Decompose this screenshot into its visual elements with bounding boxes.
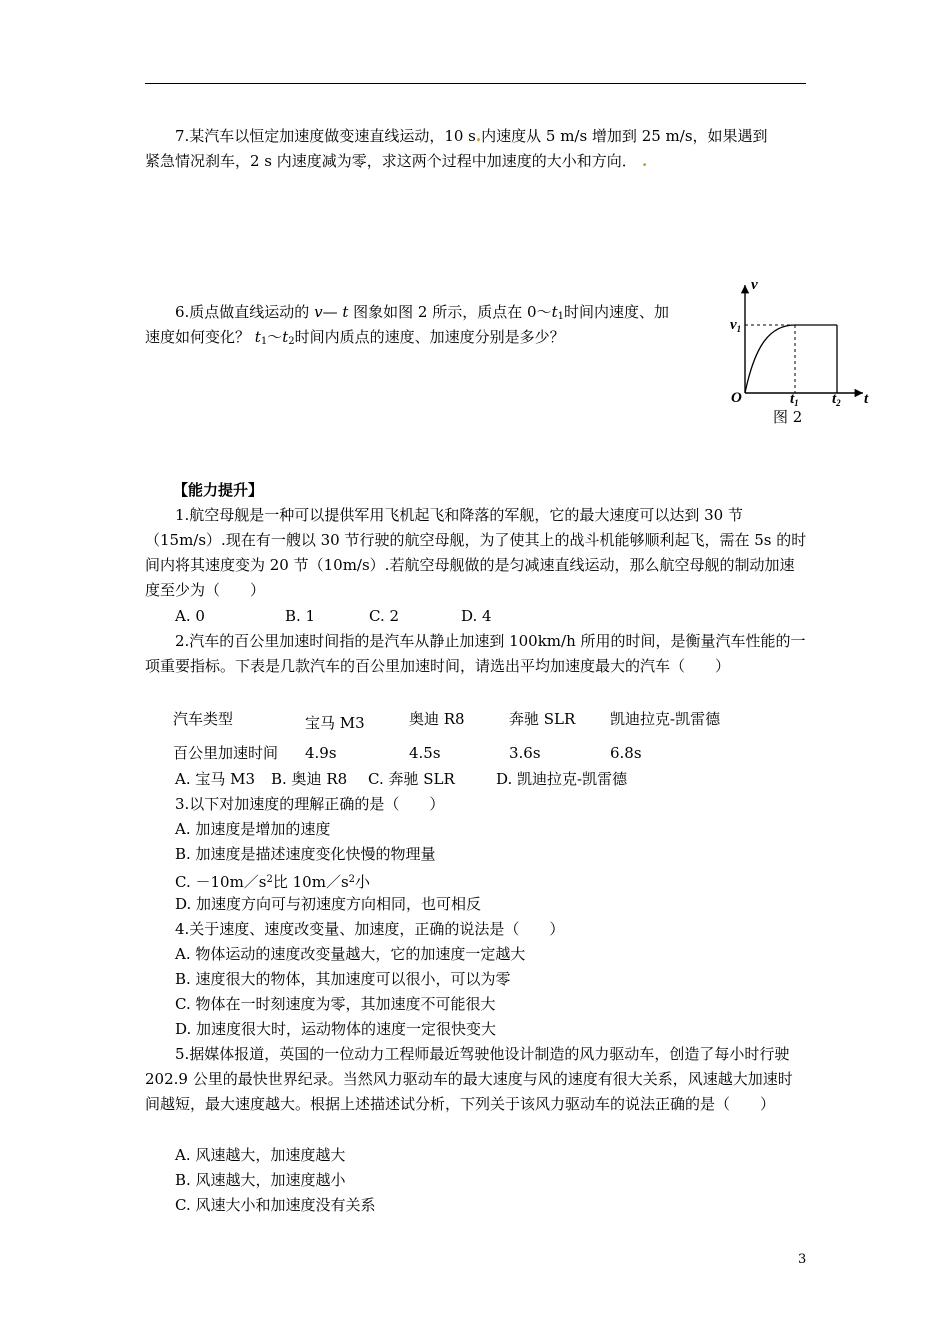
q1-text: 1.航空母舰是一种可以提供军用飞机起飞和降落的军舰，它的最大速度可以达到 30 节（15m/s）.现在有一艘以 30 节行驶的航空母舰，为了使其上的战斗机能够顺利起飞，需在 5s 的时间内将其速度变为 20 节（10m/s）.若航空母舰做的是匀减速直线运动，那么航空母舰的制动加速度至少为（ ） (145, 506, 807, 599)
table-cell-benz: 3.6s (509, 744, 541, 762)
q3-stem: 3.以下对加速度的理解正确的是（ ） (175, 795, 445, 813)
t1-label: $t_1$ (790, 391, 799, 408)
q3-option-d: D. 加速度方向可与初速度方向相同，也可相反 (175, 895, 482, 913)
stray-mark: . (475, 127, 482, 145)
q6-line1: 6.质点做直线运动的 v— t 图象如图 2 所示，质点在 $0\sim t_1$时间内速度、加 (175, 303, 669, 322)
axis-t-label: t (864, 391, 869, 407)
q2-option-c: C. 奔驰 SLR (368, 770, 455, 788)
table-cell-audi: 4.5s (409, 744, 441, 762)
q1-option-c: C. 2 (369, 607, 400, 625)
header-rule (145, 83, 806, 84)
table-cell-cadillac: 6.8s (610, 744, 642, 762)
q1-option-d: D. 4 (461, 607, 492, 625)
v1-label: $v_1$ (730, 317, 742, 334)
figure-caption: 图 2 (773, 408, 803, 426)
q5-option-a: A. 风速越大，加速度越大 (175, 1146, 346, 1164)
velocity-curve (745, 325, 795, 393)
table-row-label: 百公里加速时间 (173, 744, 279, 762)
q4-option-c: C. 物体在一时刻速度为零，其加速度不可能很大 (175, 995, 496, 1013)
q7-line2: 紧急情况刹车，2 s 内速度减为零，求这两个过程中加速度的大小和方向． . (145, 152, 648, 170)
q5-option-b: B. 风速越大，加速度越小 (175, 1171, 346, 1189)
table-cell-bmw: 4.9s (305, 744, 337, 762)
q2-text: 2.汽车的百公里加速时间指的是汽车从静止加速到 100km/h 所用的时间，是衡量汽车性能的一项重要指标。下表是几款汽车的百公里加速时间，请选出平均加速度最大的汽车（ ） (145, 632, 806, 675)
q1-option-a: A. 0 (175, 607, 205, 625)
table-header-bmw: 宝马 M3 (305, 714, 365, 732)
q5-option-c: C. 风速大小和加速度没有关系 (175, 1196, 376, 1214)
q3-option-b: B. 加速度是描述速度变化快慢的物理量 (175, 845, 436, 863)
vt-graph-figure (725, 275, 885, 430)
origin-label: O (731, 390, 742, 406)
table-header-type: 汽车类型 (173, 710, 234, 728)
q2-option-a: A. 宝马 M3 (175, 770, 256, 788)
q4-stem: 4.关于速度、速度改变量、加速度，正确的说法是（ ） (175, 920, 565, 938)
q4-option-a: A. 物体运动的速度改变量越大，它的加速度一定越大 (175, 945, 526, 963)
q4-option-b: B. 速度很大的物体，其加速度可以很小，可以为零 (175, 970, 511, 988)
q5-text: 5.据媒体报道，英国的一位动力工程师最近驾驶他设计制造的风力驱动车，创造了每小时行驶 202.9 公里的最快世界纪录。当然风力驱动车的最大速度与风的速度有很大关系，风速越大加速时间越短，最大速度越大。根据上述描述试分析，下列关于该风力驱动车的说法正确的是（ ） (145, 1045, 793, 1113)
q4-option-d: D. 加速度很大时，运动物体的速度一定很快变大 (175, 1020, 497, 1038)
t2-label: $t_2$ (832, 391, 841, 408)
axis-v-label: v (751, 277, 758, 293)
section-title: 【能力提升】 (173, 481, 264, 499)
table-header-audi: 奥迪 R8 (409, 710, 465, 728)
page-number: 3 (798, 1252, 807, 1267)
table-header-benz: 奔驰 SLR (509, 710, 576, 728)
q6-line2: 速度如何变化？ $t_1\sim t_2$时间内质点的速度、加速度分别是多少？ (145, 328, 565, 347)
q7-line1: 7.某汽车以恒定加速度做变速直线运动，10 s.内速度从 5 m/s 增加到 25 m/s，如果遇到 (175, 127, 768, 145)
q2-option-b: B. 奥迪 R8 (271, 770, 348, 788)
q2-option-d: D. 凯迪拉克-凯雷德 (496, 770, 628, 788)
q3-option-a: A. 加速度是增加的速度 (175, 820, 331, 838)
q3-option-c: C. $-10m/s^2$比 $10m/s^2$小 (175, 873, 371, 891)
table-header-cadillac: 凯迪拉克-凯雷德 (610, 710, 721, 728)
q1-option-b: B. 1 (285, 607, 316, 625)
stray-mark: . (636, 152, 648, 170)
